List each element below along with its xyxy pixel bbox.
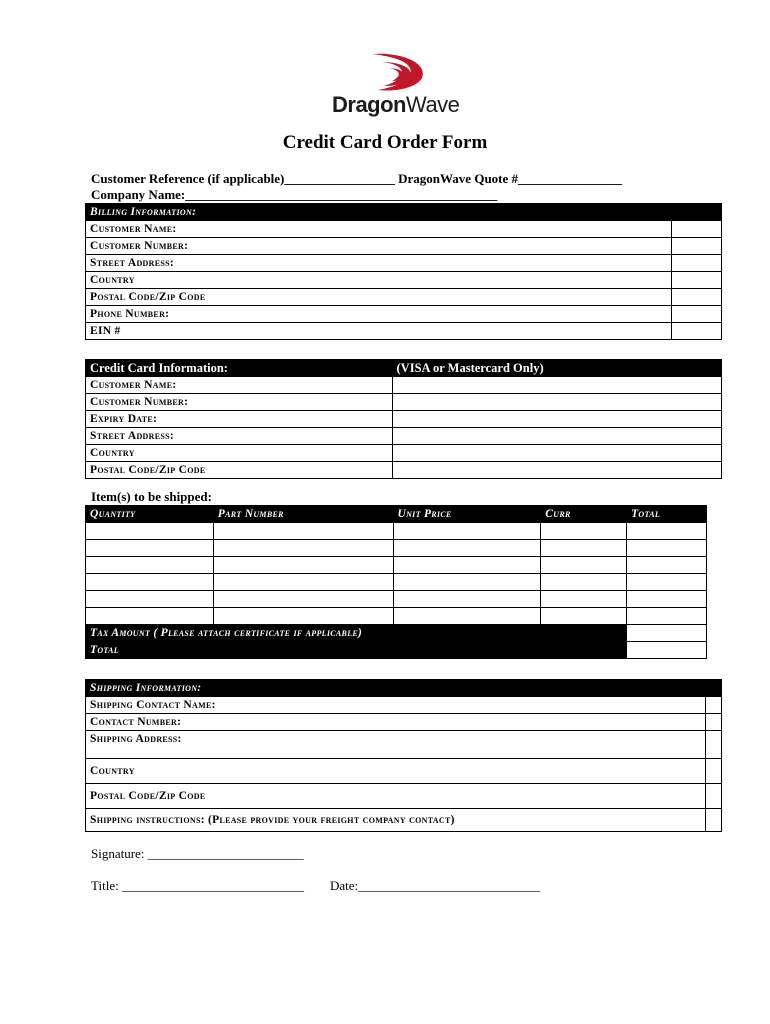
credit-card-label: Customer Number: [86, 394, 393, 411]
table-row [86, 731, 722, 759]
billing-input[interactable] [672, 221, 722, 238]
table-row [86, 445, 722, 462]
shipping-header-row [86, 680, 722, 697]
billing-label: Customer Name: [86, 221, 672, 238]
total-cell[interactable] [627, 540, 707, 557]
unit-price-cell[interactable] [393, 523, 541, 540]
quantity-cell[interactable] [86, 557, 214, 574]
unit-price-cell[interactable] [393, 574, 541, 591]
table-row [86, 221, 722, 238]
items-table [85, 505, 707, 659]
table-row [86, 714, 722, 731]
column-header-part-number: Part Number [213, 506, 393, 523]
curr-cell[interactable] [541, 591, 627, 608]
shipping-label: Shipping Address: [86, 731, 706, 759]
billing-input[interactable] [672, 272, 722, 289]
curr-cell[interactable] [541, 608, 627, 625]
table-row [86, 697, 722, 714]
shipping-input[interactable] [706, 714, 722, 731]
part-number-cell[interactable] [213, 574, 393, 591]
shipping-label: Contact Number: [86, 714, 706, 731]
curr-cell[interactable] [541, 574, 627, 591]
shipping-label: Postal Code/Zip Code [86, 784, 706, 809]
credit-card-label: Street Address: [86, 428, 393, 445]
dragonwave-logo [330, 50, 480, 122]
part-number-cell[interactable] [213, 608, 393, 625]
shipping-input[interactable] [706, 759, 722, 784]
shipping-input[interactable] [706, 697, 722, 714]
shipping-label: Shipping Contact Name: [86, 697, 706, 714]
credit-card-label: Postal Code/Zip Code [86, 462, 393, 479]
table-row [86, 377, 722, 394]
billing-input[interactable] [672, 306, 722, 323]
table-row [86, 306, 722, 323]
table-row [86, 523, 707, 540]
table-row [86, 462, 722, 479]
credit-card-input[interactable] [392, 377, 721, 394]
shipping-label: Country [86, 759, 706, 784]
credit-card-title: Credit Card Information: [86, 360, 393, 377]
form-title: Credit Card Order Form [282, 132, 488, 153]
billing-title: Billing Information: [86, 204, 672, 221]
table-row [86, 809, 722, 832]
credit-card-input[interactable] [392, 411, 721, 428]
company-name-line[interactable]: Company Name:________________________________________________ [91, 187, 498, 202]
column-header-quantity: Quantity [86, 506, 214, 523]
quantity-cell[interactable] [86, 591, 214, 608]
part-number-cell[interactable] [213, 523, 393, 540]
column-header-total: Total [627, 506, 707, 523]
brand-name: DragonWave [332, 92, 460, 117]
table-row [86, 411, 722, 428]
part-number-cell[interactable] [213, 557, 393, 574]
shipping-input[interactable] [706, 731, 722, 759]
billing-label: Phone Number: [86, 306, 672, 323]
credit-card-label: Customer Name: [86, 377, 393, 394]
billing-header-row [86, 204, 722, 221]
customer-reference-line[interactable]: Customer Reference (if applicable)_________________ DragonWave Quote #________________ [91, 171, 623, 186]
quantity-cell[interactable] [86, 540, 214, 557]
signature-field[interactable]: Signature: ________________________ [91, 846, 304, 861]
billing-input[interactable] [672, 289, 722, 306]
tax-row [86, 625, 707, 642]
total-label: Total [86, 642, 627, 659]
tax-amount-input[interactable] [627, 625, 707, 642]
quantity-cell[interactable] [86, 608, 214, 625]
items-header-row [86, 506, 707, 523]
table-row [86, 784, 722, 809]
credit-card-input[interactable] [392, 394, 721, 411]
billing-input[interactable] [672, 323, 722, 340]
billing-table [85, 203, 722, 340]
credit-card-label: Expiry Date: [86, 411, 393, 428]
part-number-cell[interactable] [213, 540, 393, 557]
credit-card-input[interactable] [392, 445, 721, 462]
table-row [86, 608, 707, 625]
credit-card-note: (VISA or Mastercard Only) [392, 360, 721, 377]
title-field[interactable]: Title: ____________________________ [91, 878, 304, 893]
wave-swoosh-icon [330, 50, 480, 94]
billing-input[interactable] [672, 238, 722, 255]
table-row [86, 759, 722, 784]
total-cell[interactable] [627, 557, 707, 574]
shipping-title: Shipping Information: [86, 680, 706, 697]
total-input[interactable] [627, 642, 707, 659]
table-row [86, 238, 722, 255]
quantity-cell[interactable] [86, 574, 214, 591]
billing-label: Postal Code/Zip Code [86, 289, 672, 306]
credit-card-label: Country [86, 445, 393, 462]
curr-cell[interactable] [541, 540, 627, 557]
billing-label: EIN # [86, 323, 672, 340]
date-field[interactable]: Date:____________________________ [330, 878, 541, 893]
curr-cell[interactable] [541, 557, 627, 574]
table-row [86, 394, 722, 411]
credit-card-table [85, 359, 722, 479]
billing-label: Customer Number: [86, 238, 672, 255]
column-header-curr: Curr [541, 506, 627, 523]
total-cell[interactable] [627, 608, 707, 625]
table-row [86, 540, 707, 557]
unit-price-cell[interactable] [393, 557, 541, 574]
table-row [86, 289, 722, 306]
table-row [86, 272, 722, 289]
table-row [86, 574, 707, 591]
shipping-table [85, 679, 722, 832]
total-cell[interactable] [627, 574, 707, 591]
total-cell[interactable] [627, 591, 707, 608]
unit-price-cell[interactable] [393, 608, 541, 625]
table-row [86, 323, 722, 340]
table-row [86, 557, 707, 574]
column-header-unit-price: Unit Price [393, 506, 541, 523]
total-cell[interactable] [627, 523, 707, 540]
total-row [86, 642, 707, 659]
unit-price-cell[interactable] [393, 591, 541, 608]
credit-card-input[interactable] [392, 462, 721, 479]
items-title: Item(s) to be shipped: [91, 489, 212, 504]
unit-price-cell[interactable] [393, 540, 541, 557]
part-number-cell[interactable] [213, 591, 393, 608]
table-row [86, 591, 707, 608]
billing-label: Country [86, 272, 672, 289]
tax-amount-label: Tax Amount ( Please attach certificate if applicable) [86, 625, 627, 642]
billing-label: Street Address: [86, 255, 672, 272]
credit-card-input[interactable] [392, 428, 721, 445]
table-row [86, 255, 722, 272]
credit-card-header-row [86, 360, 722, 377]
curr-cell[interactable] [541, 523, 627, 540]
shipping-label: Shipping instructions: (Please provide your freight company contact) [86, 809, 706, 832]
shipping-input[interactable] [706, 809, 722, 832]
table-row [86, 428, 722, 445]
billing-input[interactable] [672, 255, 722, 272]
quantity-cell[interactable] [86, 523, 214, 540]
shipping-input[interactable] [706, 784, 722, 809]
